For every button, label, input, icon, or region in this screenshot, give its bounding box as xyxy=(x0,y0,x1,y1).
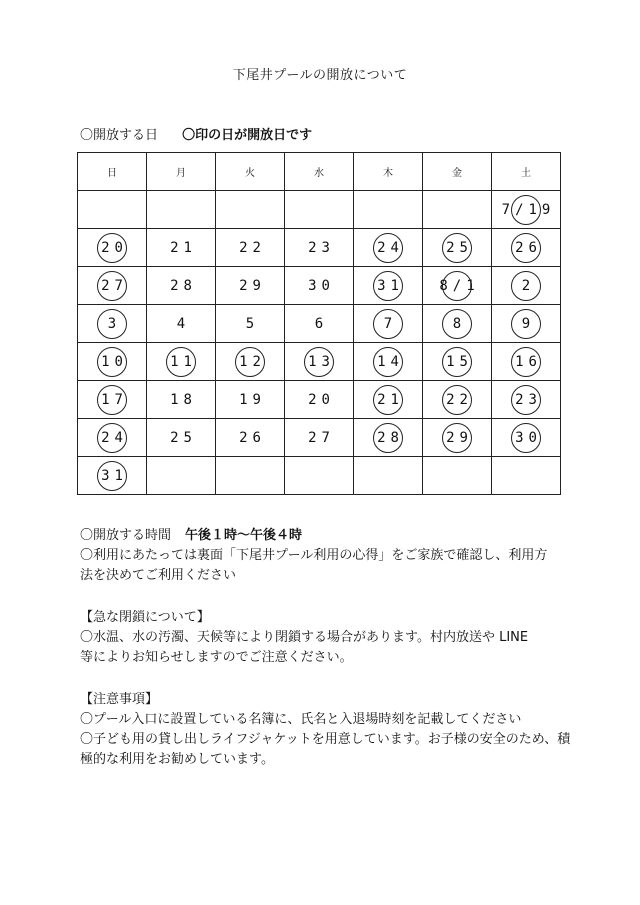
weekday-header: 木 xyxy=(354,153,423,191)
calendar-day-cell xyxy=(423,229,492,267)
calendar-day-number: 25 xyxy=(446,239,473,256)
calendar-day-number: 12 xyxy=(239,353,266,370)
closure-section xyxy=(80,608,560,668)
calendar-day-cell xyxy=(423,267,492,305)
calendar-day-cell xyxy=(354,381,423,419)
calendar-day-number: 6 xyxy=(314,315,329,332)
calendar-week-row xyxy=(78,381,561,419)
calendar-day-cell xyxy=(492,381,561,419)
calendar-day-number: 31 xyxy=(101,467,128,484)
notes-section xyxy=(80,690,571,770)
calendar-day-cell xyxy=(216,229,285,267)
calendar-day-cell xyxy=(492,343,561,381)
closure-line-2: 等によりお知らせしますのでご注意ください。 xyxy=(80,650,353,665)
calendar-empty-cell xyxy=(285,457,354,495)
calendar-day-cell xyxy=(423,381,492,419)
calendar-empty-cell xyxy=(285,191,354,229)
notes-line-2: 〇子ども用の貸し出しライフジャケットを用意しています。お子様の安全のため、積 xyxy=(80,732,571,747)
weekday-header: 土 xyxy=(492,153,561,191)
calendar-day-number: 26 xyxy=(515,239,542,256)
calendar-day-number: 21 xyxy=(377,391,404,408)
usage-line-1: 〇利用にあたっては裏面「下尾井プール利用の心得」をご家族で確認し、利用方 xyxy=(80,548,548,563)
calendar-day-cell xyxy=(423,419,492,457)
calendar-day-cell xyxy=(492,229,561,267)
calendar-day-cell xyxy=(285,419,354,457)
calendar-empty-cell xyxy=(147,457,216,495)
calendar-empty-cell xyxy=(147,191,216,229)
calendar-week-row xyxy=(78,229,561,267)
calendar-day-cell xyxy=(78,381,147,419)
calendar-day-number: 27 xyxy=(101,277,128,294)
calendar-day-number: 21 xyxy=(170,239,197,256)
weekday-header: 月 xyxy=(147,153,216,191)
calendar-day-number: 3 xyxy=(107,315,122,332)
usage-line-2: 法を決めてご利用ください xyxy=(80,568,237,583)
calendar-day-cell xyxy=(216,305,285,343)
calendar-table xyxy=(77,152,561,495)
calendar-day-cell xyxy=(216,419,285,457)
calendar-day-number: 29 xyxy=(446,429,473,446)
calendar-day-number: 7/19 xyxy=(501,201,556,218)
weekday-header-row xyxy=(78,153,561,191)
calendar-day-cell xyxy=(492,419,561,457)
calendar-day-number: 26 xyxy=(239,429,266,446)
calendar-day-number: 23 xyxy=(308,239,335,256)
calendar-week-row xyxy=(78,191,561,229)
calendar-day-cell xyxy=(216,381,285,419)
calendar-day-number: 4 xyxy=(176,315,191,332)
calendar-empty-cell xyxy=(216,457,285,495)
calendar-day-cell xyxy=(354,229,423,267)
calendar-day-cell xyxy=(354,267,423,305)
calendar-day-number: 2 xyxy=(521,277,536,294)
calendar-day-cell xyxy=(147,305,216,343)
calendar-day-cell xyxy=(285,267,354,305)
calendar-day-cell xyxy=(147,267,216,305)
open-days-label: 〇開放する日 xyxy=(80,128,159,143)
calendar-empty-cell xyxy=(78,191,147,229)
hours-value: 午後１時～午後４時 xyxy=(185,528,303,543)
calendar-day-number: 22 xyxy=(446,391,473,408)
calendar-day-number: 31 xyxy=(377,277,404,294)
calendar-day-cell xyxy=(423,305,492,343)
calendar-day-number: 20 xyxy=(101,239,128,256)
calendar-day-number: 27 xyxy=(308,429,335,446)
calendar-day-number: 17 xyxy=(101,391,128,408)
calendar-day-number: 8/1 xyxy=(439,277,480,294)
calendar-day-number: 25 xyxy=(170,429,197,446)
hours-section xyxy=(80,526,560,586)
calendar-day-number: 10 xyxy=(101,353,128,370)
calendar-day-cell xyxy=(492,191,561,229)
calendar-day-number: 28 xyxy=(170,277,197,294)
calendar-week-row xyxy=(78,419,561,457)
calendar-day-number: 13 xyxy=(308,353,335,370)
calendar-day-cell xyxy=(78,305,147,343)
calendar-day-number: 22 xyxy=(239,239,266,256)
calendar-day-cell xyxy=(354,305,423,343)
page-title: 下尾井プールの開放について xyxy=(232,68,408,83)
calendar-day-number: 29 xyxy=(239,277,266,294)
calendar-day-cell xyxy=(354,419,423,457)
calendar-day-number: 24 xyxy=(377,239,404,256)
calendar-day-cell xyxy=(78,267,147,305)
calendar-day-number: 30 xyxy=(515,429,542,446)
calendar-day-cell xyxy=(492,267,561,305)
calendar-day-cell xyxy=(78,457,147,495)
calendar-day-cell xyxy=(78,419,147,457)
open-days-note: 〇印の日が開放日です xyxy=(182,128,313,143)
calendar-day-number: 23 xyxy=(515,391,542,408)
weekday-header: 日 xyxy=(78,153,147,191)
calendar-day-number: 7 xyxy=(383,315,398,332)
calendar-day-cell xyxy=(216,267,285,305)
calendar-day-number: 20 xyxy=(308,391,335,408)
closure-heading: 【急な閉鎖について】 xyxy=(80,610,210,625)
hours-label: 〇開放する時間 xyxy=(80,528,172,543)
calendar-week-row xyxy=(78,305,561,343)
calendar-week-row xyxy=(78,457,561,495)
closure-line-1: 〇水温、水の汚濁、天候等により閉鎖する場合があります。村内放送や LINE xyxy=(80,630,529,645)
calendar-day-cell xyxy=(147,381,216,419)
notes-line-1: 〇プール入口に設置している名簿に、氏名と入退場時刻を記載してください xyxy=(80,712,522,727)
calendar-day-number: 19 xyxy=(239,391,266,408)
calendar-day-number: 8 xyxy=(452,315,467,332)
notes-heading: 【注意事項】 xyxy=(80,692,159,707)
calendar-day-number: 9 xyxy=(521,315,536,332)
calendar-day-number: 18 xyxy=(170,391,197,408)
calendar-day-cell xyxy=(216,343,285,381)
calendar-week-row xyxy=(78,267,561,305)
calendar-day-number: 14 xyxy=(377,353,404,370)
weekday-header: 水 xyxy=(285,153,354,191)
calendar-day-cell xyxy=(285,305,354,343)
calendar-day-number: 24 xyxy=(101,429,128,446)
calendar-day-number: 15 xyxy=(446,353,473,370)
notes-line-3: 極的な利用をお勧めしています。 xyxy=(80,752,274,767)
calendar-day-cell xyxy=(492,305,561,343)
calendar-day-cell xyxy=(354,343,423,381)
calendar-empty-cell xyxy=(492,457,561,495)
calendar-day-cell xyxy=(78,229,147,267)
calendar-day-cell xyxy=(78,343,147,381)
calendar-day-cell xyxy=(285,343,354,381)
calendar-day-number: 16 xyxy=(515,353,542,370)
calendar-day-cell xyxy=(147,419,216,457)
calendar-empty-cell xyxy=(354,457,423,495)
calendar-day-number: 11 xyxy=(170,353,197,370)
calendar-day-number: 5 xyxy=(245,315,260,332)
open-days-line xyxy=(80,124,312,143)
calendar-day-cell xyxy=(285,229,354,267)
calendar-day-cell xyxy=(147,343,216,381)
calendar-empty-cell xyxy=(423,191,492,229)
calendar-day-number: 30 xyxy=(308,277,335,294)
calendar-day-number: 28 xyxy=(377,429,404,446)
calendar-empty-cell xyxy=(216,191,285,229)
calendar-day-cell xyxy=(285,381,354,419)
calendar-day-cell xyxy=(147,229,216,267)
weekday-header: 金 xyxy=(423,153,492,191)
calendar-empty-cell xyxy=(423,457,492,495)
calendar-day-cell xyxy=(423,343,492,381)
weekday-header: 火 xyxy=(216,153,285,191)
calendar-empty-cell xyxy=(354,191,423,229)
calendar-week-row xyxy=(78,343,561,381)
